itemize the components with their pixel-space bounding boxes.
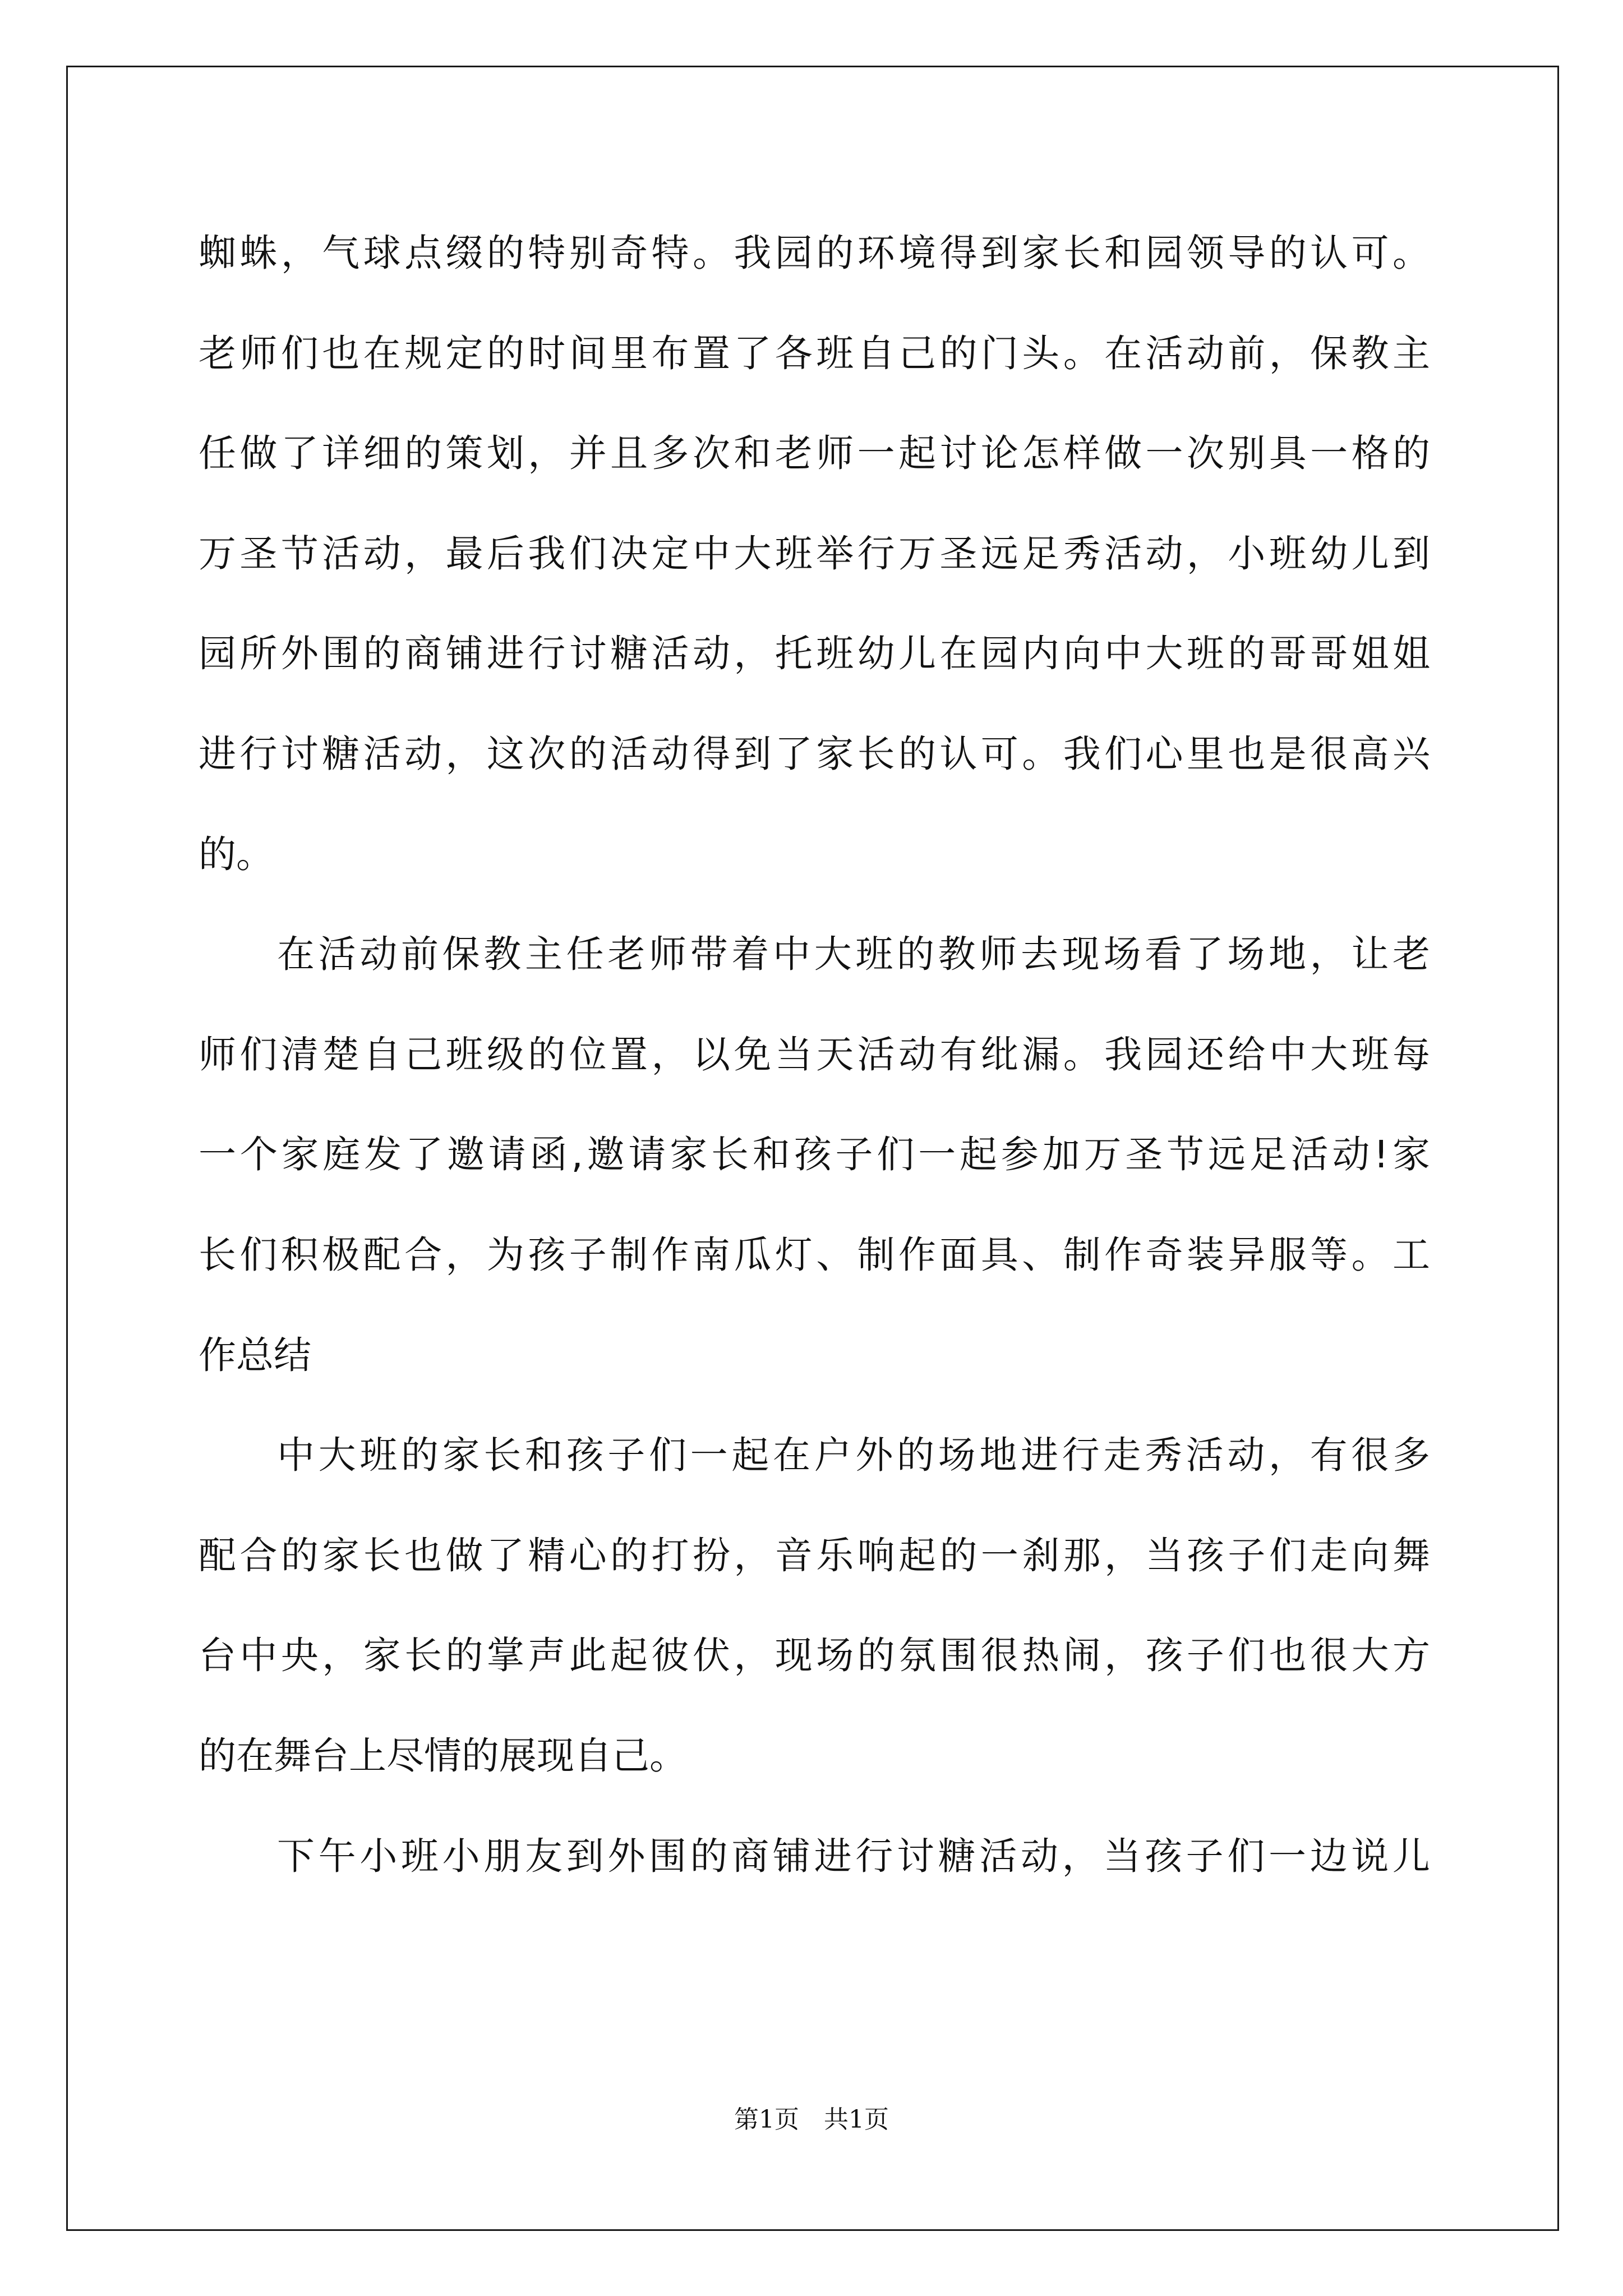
text-line: 配合的家长也做了精心的打扮，音乐响起的一刹那，当孩子们走向舞 bbox=[199, 1533, 1430, 1577]
text-line: 的。 bbox=[199, 832, 274, 876]
text-line: 中大班的家长和孩子们一起在户外的场地进行走秀活动，有很多 bbox=[277, 1433, 1430, 1478]
text-line: 进行讨糖活动，这次的活动得到了家长的认可。我们心里也是很高兴 bbox=[199, 731, 1430, 776]
text-line: 任做了详细的策划，并且多次和老师一起讨论怎样做一次别具一格的 bbox=[199, 431, 1430, 476]
text-line: 老师们也在规定的时间里布置了各班自己的门头。在活动前，保教主 bbox=[199, 331, 1430, 375]
document-body bbox=[199, 203, 1430, 1906]
page-footer: 第1页 共1页 bbox=[734, 2105, 889, 2134]
text-line: 师们清楚自己班级的位置，以免当天活动有纰漏。我园还给中大班每 bbox=[199, 1032, 1430, 1076]
text-line: 作总结 bbox=[199, 1333, 311, 1377]
text-line: 一个家庭发了邀请函,邀请家长和孩子们一起参加万圣节远足活动!家 bbox=[199, 1133, 1430, 1177]
text-line: 的在舞台上尽情的展现自己。 bbox=[199, 1733, 687, 1778]
text-line: 在活动前保教主任老师带着中大班的教师去现场看了场地，让老 bbox=[277, 932, 1430, 977]
paragraph-2 bbox=[199, 904, 1430, 1405]
text-line: 万圣节活动，最后我们决定中大班举行万圣远足秀活动，小班幼儿到 bbox=[199, 531, 1430, 576]
text-line: 台中央，家长的掌声此起彼伏，现场的氛围很热闹，孩子们也很大方 bbox=[199, 1634, 1430, 1678]
text-line: 蜘蛛，气球点缀的特别奇特。我园的环境得到家长和园领导的认可。 bbox=[199, 231, 1430, 275]
text-line: 下午小班小朋友到外围的商铺进行讨糖活动，当孩子们一边说儿 bbox=[277, 1834, 1430, 1878]
paragraph-3 bbox=[199, 1405, 1430, 1806]
text-line: 长们积极配合，为孩子制作南瓜灯、制作面具、制作奇装异服等。工 bbox=[199, 1232, 1430, 1277]
paragraph-4 bbox=[199, 1806, 1430, 1907]
paragraph-1 bbox=[199, 203, 1430, 904]
text-line: 园所外围的商铺进行讨糖活动，托班幼儿在园内向中大班的哥哥姐姐 bbox=[199, 632, 1430, 676]
